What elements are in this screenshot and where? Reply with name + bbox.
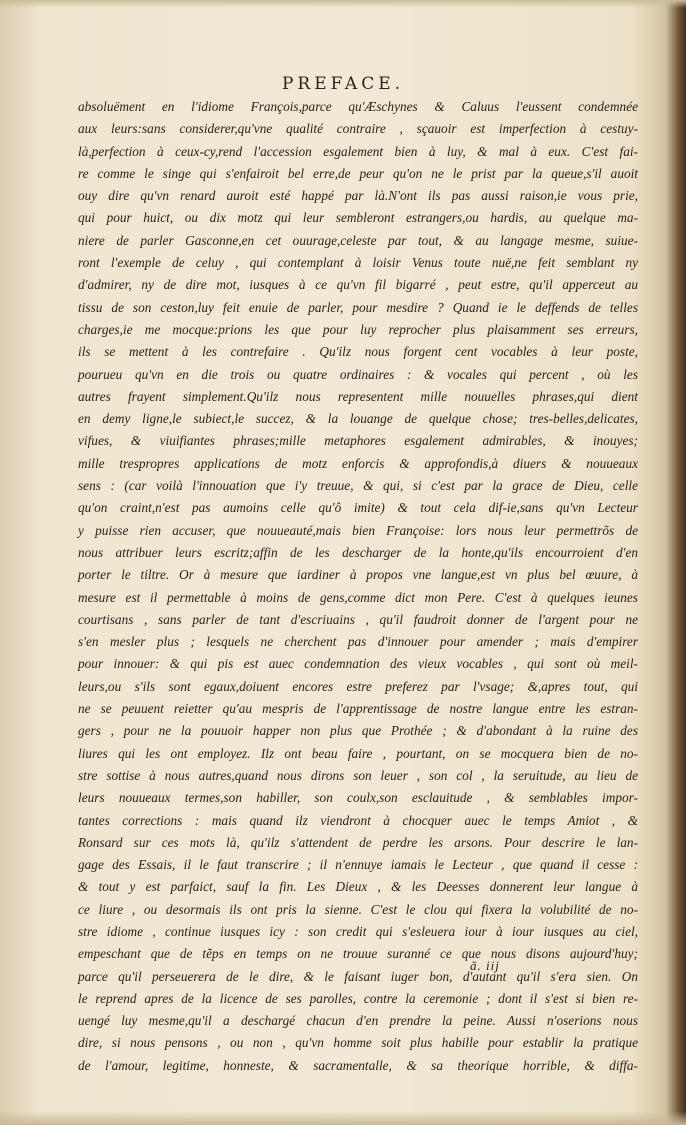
text-line: d'admirer, ny de dire mot, iusques à ce qu'vn fil bigarré , peut estre, qu'il apperceut au — [78, 277, 638, 293]
text-line: mille trespropres applications de motz enforcis & approfondis,à diuers & nouueaux — [78, 455, 638, 471]
text-line: autres frayent simplement.Qu'ilz nous representent mille nouuelles phrases,qui dient — [78, 388, 638, 404]
text-line: stre idiome , continue iusques icy : son credit qui s'esleuera iour à iour iusques au ciel, — [78, 923, 638, 939]
text-line: tissu de son ceston,luy feit enuie de parler, pour mesdire ? Quand ie le deffends de telles — [78, 299, 638, 315]
text-line: & tout y est parfaict, sauf la fin. Les Dieux , & les Deesses donnerent leur langue à — [78, 879, 638, 895]
text-line: sens : (car voilà l'innouation que i'y treuue, & qui, si c'est par la grace de Dieu, celle — [78, 478, 638, 494]
text-line: re comme le singe qui s'enfairoit bel erre,de peur qu'on ne le prist par la queue,s'il auoit — [78, 165, 638, 181]
text-line: pourueu qu'vn en die trois ou quatre ordinaires : & vocales qui percent , où les — [78, 366, 638, 382]
text-line: ce liure , ou desormais ils ont pris la sienne. C'est le clou qui fixera la volubilité de no- — [78, 901, 638, 917]
page-top-edge — [0, 0, 686, 8]
text-line: empeschant que de tẽps en temps on ne trouue suranné ce que nous disons aujourd'huy; — [78, 946, 638, 962]
text-line: s'en mesler plus ; lesquels ne cherchent pas d'innouer pour amender ; mais d'empirer — [78, 634, 638, 650]
text-line: y puisse rien accuser, que nouueauté,mais bien Françoise: lors nous leur permettrõs de — [78, 522, 638, 538]
text-line: porter le tiltre. Or à mesure que iardiner à propos vne langue,est vn plus bel œuure, à — [78, 567, 638, 583]
text-line: en demy ligne,le subiect,le succez, & la louange de quelque chose; tres-belles,delicates, — [78, 411, 638, 427]
text-line: qui pour huict, ou dix motz qui leur sembleront estrangers,ou hardis, au quelque ma- — [78, 210, 638, 226]
text-line: ouy dire qu'vn renard auroit esté happé par là.N'ont ils pas aussi raison,ie vous prie, — [78, 188, 638, 204]
text-line: uengé luy mesme,qu'il a deschargé chacun d'en prendre la peine. Aussi n'oserions nous — [78, 1013, 638, 1029]
running-head: PREFACE. — [281, 74, 405, 94]
text-line: dire, si nous pensons , ou non , qu'vn homme soit plus habille pour establir la pratique — [78, 1035, 638, 1051]
body-text — [78, 96, 638, 1077]
text-line: stre sottise à nous autres,quand nous dirons son leuer , son col , la seruitude, au lieu de — [78, 767, 638, 783]
text-line: leurs,ou s'ils sont egaux,doiuent encores estre preferez par l'vsage; &,apres tout, qui — [78, 678, 638, 694]
text-line: ront l'exemple de celuy , qui contemplant à loisir Venus toute nuë,ne feit semblant ny — [78, 255, 638, 271]
text-line: tantes corrections : mais quand ilz viendront à chocquer auec le temps Amiot , & — [78, 812, 638, 828]
text-line: mesure est il permettable à moins de gens,comme dict mon Pere. C'est à quelques ieunes — [78, 589, 638, 605]
text-line: leurs nouueaux termes,son habiller, son coulx,son esclauitude , & semblables impor- — [78, 790, 638, 806]
text-line: vifues, & viuifiantes phrases;mille metaphores esgalement admirables, & inouyes; — [78, 433, 638, 449]
text-line: le reprend apres de la licence de ses parolles, contre la ceremonie ; dont il s'est si bien re- — [78, 990, 638, 1006]
text-line: courtisans , sans parler de tant d'escriuains , qu'il faudroit donner de l'argent pour ne — [78, 611, 638, 627]
signature-mark: ã. iij — [470, 958, 500, 973]
text-line: pour innouer: & qui pis est auec condemnation des vieux vocables , qui sont où meil- — [78, 656, 638, 672]
text-line: gers , pour ne la pouuoir happer non plus que Prothée ; & d'abondant à la ruine des — [78, 723, 638, 739]
text-line: là,perfection à ceux-cy,rend l'accession esgalement bien à luy, & mal à eux. C'est fai- — [78, 143, 638, 159]
text-line: nous attribuer leurs escritz;affin de les descharger de la honte,qu'ils encourroient d'en — [78, 544, 638, 560]
page-bottom-edge — [0, 1111, 686, 1125]
text-line: niere de parler Gasconne,en cet ouurage,celeste par tout, & au langage mesme, suiue- — [78, 232, 638, 248]
text-line: Ronsard sur ces mots là, qu'ilz s'attendent de perdre les arsons. Pour descrire le lan- — [78, 834, 638, 850]
text-line: ne se peuuent reietter qu'au mespris de l'apprentissage de nostre langue entre les estran- — [78, 701, 638, 717]
text-line: parce qu'il perseuerera de le dire, & le faisant iuger bon, d'autant qu'il s'era sien. On — [78, 968, 638, 984]
text-line: absoluëment en l'idiome François,parce qu'Æschynes & Caluus l'eussent condemnée — [78, 99, 638, 114]
text-line: gage des Essais, il le faut transcrire ; il n'ennuye iamais le Lecteur , que quand il cesse : — [78, 857, 638, 873]
text-line: de l'amour, legitime, honneste, & sacramentalle, & sa theorique horrible, & diffa- — [78, 1057, 638, 1073]
text-line: ils se mettent à les contrefaire . Qu'ilz nous forgent cent vocables à leur poste, — [78, 344, 638, 360]
text-line: charges,ie me mocque:prions les que pour luy reprocher plus plaisamment ses erreurs, — [78, 321, 638, 337]
text-line: liures qui les ont employez. Ilz ont beau faire , pourtant, on se mocquera bien de no- — [78, 745, 638, 761]
text-line: aux leurs:sans considerer,qu'vne qualité contraire , sçauoir est imperfection à cestuy- — [78, 121, 638, 137]
text-line: qu'on craint,n'est pas aumoins celle qu'ô imite) & tout cela dif-ie,sans qu'vn Lecteur — [78, 500, 638, 516]
